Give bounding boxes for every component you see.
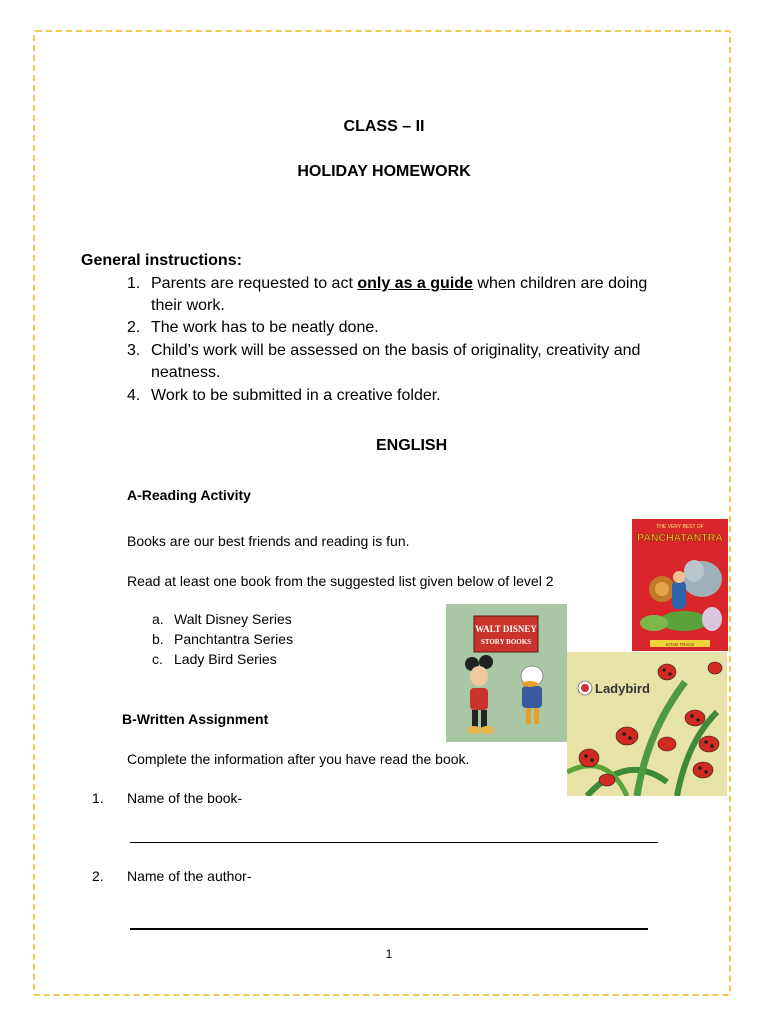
class-title: CLASS – II bbox=[343, 118, 425, 135]
written-assignment-heading: B-Written Assignment bbox=[122, 711, 269, 727]
instruction-number: 4. bbox=[127, 387, 141, 404]
question-number: 2. bbox=[92, 868, 104, 884]
panchatantra-title-text: PANCHATANTRA bbox=[637, 532, 723, 544]
english-heading: ENGLISH bbox=[376, 437, 448, 454]
instruction-item-1-cont: their work. bbox=[151, 297, 225, 314]
instruction-text: Parents are requested to act bbox=[151, 275, 358, 292]
panchatantra-illustration bbox=[632, 519, 728, 651]
question-number: 1. bbox=[92, 790, 104, 806]
walt-disney-title-2: STORY BOOKS bbox=[480, 638, 532, 646]
written-intro: Complete the information after you have read the book. bbox=[127, 751, 470, 767]
book-panchtantra: Panchtantra Series bbox=[174, 631, 294, 647]
book-letter: c. bbox=[152, 651, 163, 667]
walt-disney-title-1: WALT DISNEY bbox=[475, 624, 537, 634]
instruction-item-4: Work to be submitted in a creative folder. bbox=[151, 387, 441, 404]
book-walt-disney: Walt Disney Series bbox=[174, 611, 292, 627]
walt-disney-cover-image bbox=[446, 604, 567, 742]
ladybird-logo-text: Ladybird bbox=[595, 681, 650, 696]
page-number: 1 bbox=[385, 947, 393, 961]
answer-line-author[interactable] bbox=[130, 928, 648, 930]
panchatantra-top-text: THE VERY BEST OF bbox=[656, 524, 704, 530]
reading-activity-heading: A-Reading Activity bbox=[127, 487, 251, 503]
homework-title: HOLIDAY HOMEWORK bbox=[297, 163, 471, 180]
instruction-number: 3. bbox=[127, 342, 141, 359]
panchatantra-cover-image bbox=[632, 519, 728, 651]
ladybird-cover-image bbox=[567, 652, 727, 796]
ladybird-illustration bbox=[567, 652, 727, 796]
instruction-number: 2. bbox=[127, 319, 141, 336]
panchatantra-publisher-text: KITAB TRACK bbox=[665, 642, 695, 647]
book-letter: b. bbox=[152, 631, 164, 647]
instruction-text: when children are doing bbox=[472, 275, 648, 292]
book-ladybird: Lady Bird Series bbox=[174, 651, 277, 667]
instruction-item-2: The work has to be neatly done. bbox=[151, 319, 379, 336]
instruction-number: 1. bbox=[127, 275, 141, 292]
emphasis-guide: only as a guide bbox=[357, 275, 473, 292]
reading-line-1: Books are our best friends and reading is fun. bbox=[127, 533, 410, 549]
instruction-item-3: Child’s work will be assessed on the basis of originality, creativity and bbox=[151, 342, 641, 359]
general-instructions-heading: General instructions: bbox=[81, 252, 242, 269]
reading-line-2: Read at least one book from the suggested list given below of level 2 bbox=[127, 573, 554, 589]
book-letter: a. bbox=[152, 611, 164, 627]
answer-line-book[interactable] bbox=[130, 842, 658, 843]
walt-disney-illustration bbox=[446, 604, 567, 742]
instruction-item-3-cont: neatness. bbox=[151, 364, 221, 381]
question-author-name: Name of the author- bbox=[127, 868, 252, 884]
question-book-name: Name of the book- bbox=[127, 790, 243, 806]
instruction-item-1 bbox=[151, 275, 647, 293]
